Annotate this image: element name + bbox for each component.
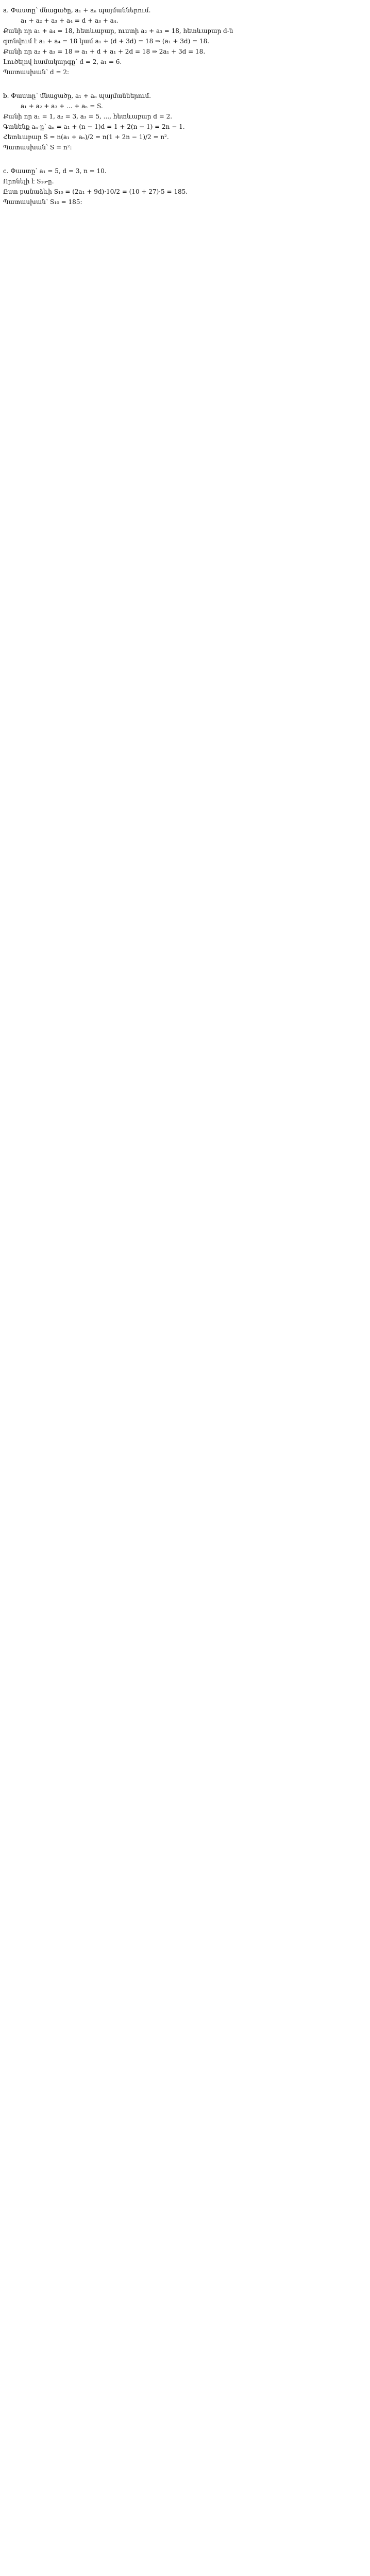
text-line: Հետևաբար S = n(a₁ + aₙ)/2 = n(1 + 2n − 1)/2 = n². xyxy=(3,133,169,141)
text-line: Լուծելով համակարգը՝ d = 2, a₁ = 6. xyxy=(3,58,122,65)
text-line: a₁ + a₂ + a₃ + ... + aₙ = S. xyxy=(21,103,103,110)
text-line: Գտնենք aₙ-ը՝ aₙ = a₁ + (n − 1)d = 1 + 2(n − 1) = 2n − 1. xyxy=(3,123,185,130)
text-line: a. Փաստը՝ մնացածը, a₁ + aₙ պայմաններում. xyxy=(3,7,151,14)
text-line: c. Փաստը՝ a₁ = 5, d = 3, n = 10. xyxy=(3,167,107,175)
text-line: Որոնելի է S₁₀-ը. xyxy=(3,178,54,185)
text-line: Քանի որ a₁ + a₄ = 18, հետևաբար, ուստի a₂ + a₃ = 18, հետևաբար d-ն xyxy=(3,27,233,35)
solution-block xyxy=(3,5,367,77)
answer-line: Պատասխան՝ S = n²: xyxy=(3,144,72,151)
text-line: a₁ + a₂ + a₃ + a₄ = d + a₃ + a₄. xyxy=(21,17,119,24)
answer-line: Պատասխան՝ d = 2: xyxy=(3,69,70,76)
text-line: Քանի որ a₁ = 1, a₂ = 3, a₃ = 5, ..., հետևաբար d = 2. xyxy=(3,113,173,120)
text-line: b. Փաստը՝ մնացածը, a₁ + aₙ պայմաններում. xyxy=(3,92,151,99)
text-line: Ըստ բանաձևի S₁₀ = (2a₁ + 9d)·10/2 = (10 + 27)·5 = 185. xyxy=(3,188,188,195)
solution-block xyxy=(3,91,367,152)
answer-line: Պատասխան՝ S₁₀ = 185: xyxy=(3,198,82,206)
solution-block xyxy=(3,166,367,207)
text-line: գտնվում է a₁ + a₄ = 18 կամ a₁ + (d + 3d) = 18 ⇒ (a₁ + 3d) = 18. xyxy=(3,38,210,45)
document-page xyxy=(0,0,370,207)
text-line: Քանի որ a₂ + a₃ = 18 ⇒ a₁ + d + a₁ + 2d = 18 ⇒ 2a₁ + 3d = 18. xyxy=(3,48,206,55)
